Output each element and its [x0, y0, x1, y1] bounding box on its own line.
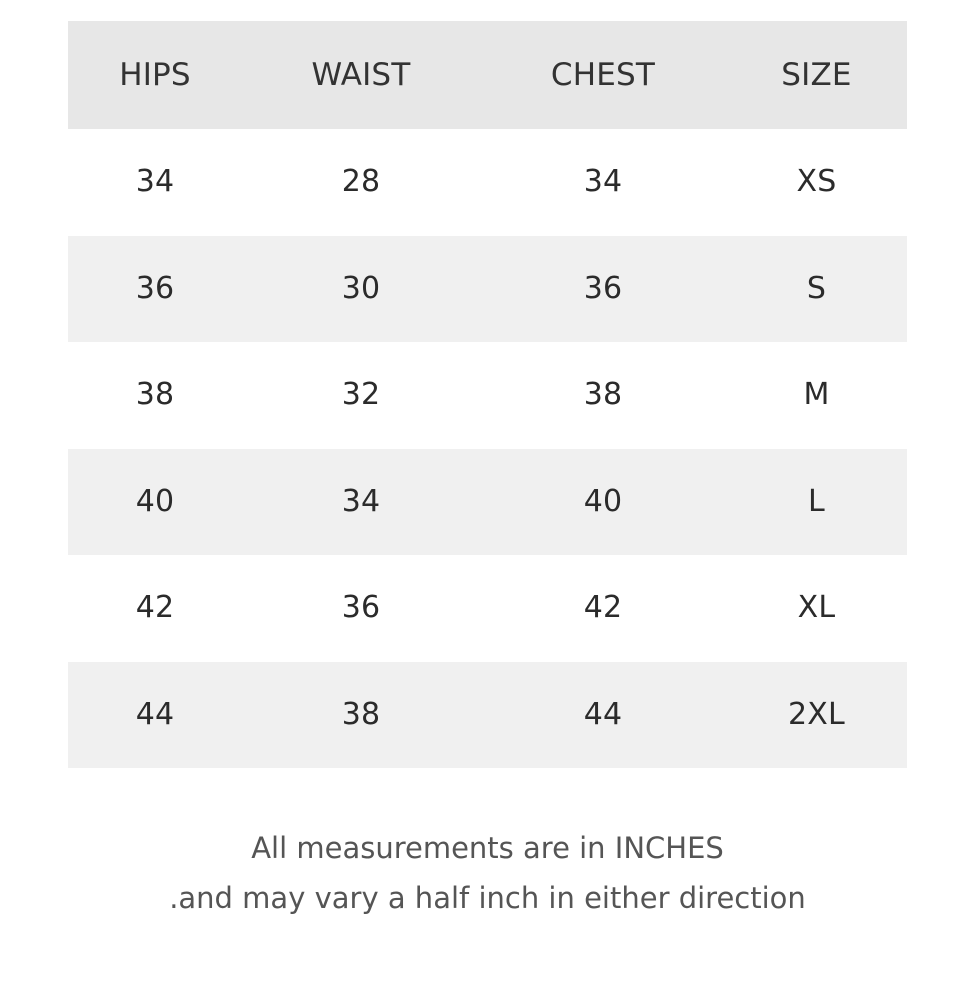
chest-cell: 42 [583, 590, 623, 626]
header-size: SIZE [781, 56, 852, 93]
hips-cell: 40 [135, 483, 175, 519]
header-hips: HIPS [119, 56, 191, 93]
size-cell: L [808, 483, 825, 519]
table-row [68, 342, 907, 449]
size-cell: 2XL [788, 696, 845, 732]
table-row [68, 449, 907, 556]
hips-cell: 44 [135, 696, 175, 732]
hips-cell: 38 [135, 377, 175, 413]
hips-cell: 42 [135, 590, 175, 626]
measurement-note-line-2: .and may vary a half inch in either direction [169, 881, 806, 915]
waist-cell: 38 [341, 696, 381, 732]
chest-cell: 44 [583, 696, 623, 732]
chest-cell: 36 [583, 270, 623, 306]
waist-cell: 32 [341, 377, 381, 413]
size-cell: XL [797, 590, 836, 626]
waist-cell: 28 [341, 164, 381, 200]
header-waist: WAIST [311, 56, 411, 93]
waist-cell: 34 [341, 483, 381, 519]
hips-cell: 36 [135, 270, 175, 306]
table-header-row [68, 21, 907, 129]
size-chart-table [68, 21, 907, 768]
chest-cell: 34 [583, 164, 623, 200]
size-cell: M [803, 377, 830, 413]
header-chest: CHEST [550, 56, 656, 93]
waist-cell: 36 [341, 590, 381, 626]
table-row [68, 129, 907, 236]
chest-cell: 38 [583, 377, 623, 413]
waist-cell: 30 [341, 270, 381, 306]
hips-cell: 34 [135, 164, 175, 200]
measurement-note-line-1: All measurements are in INCHES [251, 831, 724, 865]
table-row [68, 555, 907, 662]
size-cell: XS [796, 164, 837, 200]
table-row [68, 236, 907, 343]
size-cell: S [806, 270, 827, 306]
chest-cell: 40 [583, 483, 623, 519]
table-row [68, 662, 907, 769]
